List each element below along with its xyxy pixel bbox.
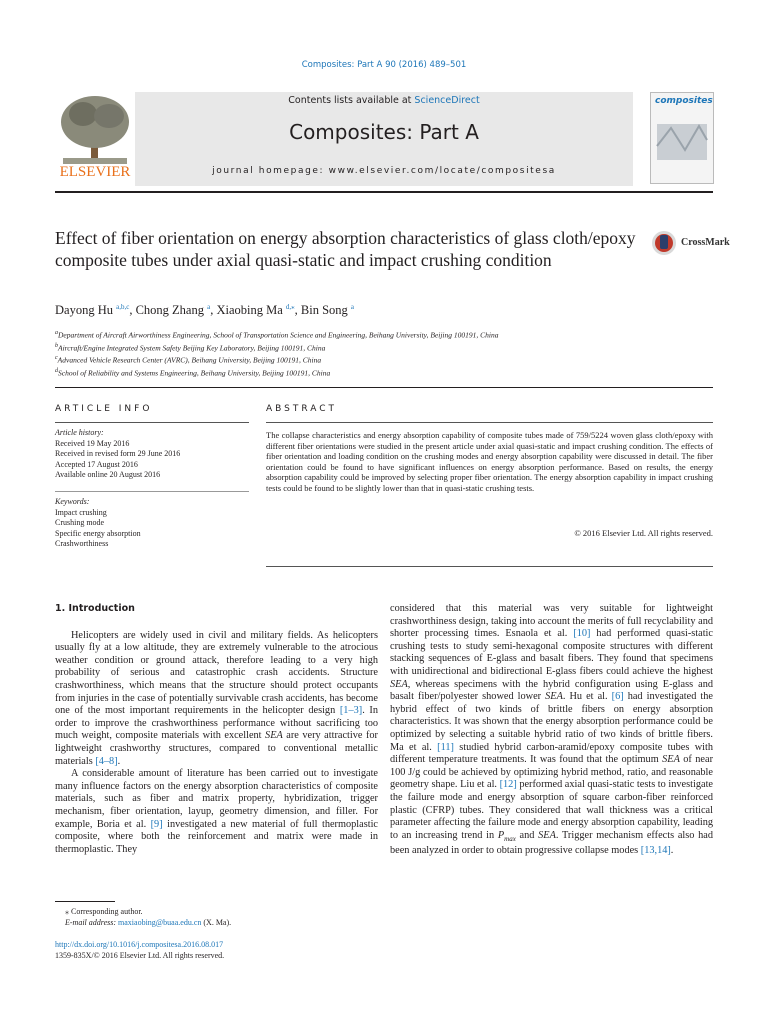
symbol-pmax: $P_{max}$: [497, 829, 516, 843]
journal-name: Composites: Part A: [289, 120, 479, 144]
author-name[interactable]: Xiaobing Ma: [216, 303, 283, 318]
keywords-rule: [55, 491, 249, 492]
history-label: Article history:: [55, 428, 104, 437]
abbr-sea: SEA: [662, 754, 680, 766]
footnote-rule: [55, 901, 115, 902]
keywords-block: [55, 497, 249, 550]
article-info-rule: [55, 422, 249, 423]
crossmark-badge[interactable]: [651, 229, 731, 259]
email-label: E-mail address:: [65, 918, 119, 927]
abbr-sea: SEA: [538, 829, 556, 841]
author-name[interactable]: Chong Zhang: [135, 303, 204, 318]
citation-link[interactable]: [6]: [611, 691, 624, 703]
affiliation: [55, 328, 498, 341]
keyword: Crashworthiness: [55, 539, 109, 548]
paragraph: considered that this material was very suitable for lightweight crashworthiness design, taking into account the merits of full recyclability and shorter processing times. Esnaola et al. [10] had performed quasi-static crushing tests to study semi-hexagonal composite structures with different stacking sequences of E-glass and basalt fibers. They found that specimens with unidirectional and bidirectional E-glass fibers could achieve the highest SEA, whereas specimens with the hybrid configuration using E-glass and basalt fiber/polyester showed lower SEA. Hu et al. [6] had investigated the hybrid effect of two kinds of brittle fibers on energy absorption characteristics. It was shown that the energy absorption performance could be optimized by selecting a suitable hybrid ratio of two kinds of brittle fibers. Ma et al. [11] studied hybrid carbon-aramid/epoxy composite tubes with different temperature treatments. It was found that the optimum SEA of near 100 J/g could be achieved by optimizing hybrid method, ratio, and reasonable geometry shape. Liu et al. [12] performed axial quasi-static tests to investigate the failure mode and energy absorption of square carbon-fiber reinforced plastic (CFRP) tubes. They considered that wall thickness was a critical parameter affecting the failure mode and energy absorption capability, leading to an increasing trend in $P_{max}$ and SEA. Trigger mechanism effects also had been analyzed in order to obtain progressive collapse modes [13,14].: [390, 603, 714, 857]
abstract-text: The collapse characteristics and energy absorption capability of composite tubes made of 759/5224 woven glass cloth/epoxy with different fiber orientations were studied in the present article under axial quasi-static and impact crushing condition. The effects of fiber orientation and loading condition on the crushing modes and energy absorption capability were discussed in detail. The fiber orientation could be found to have significant influences on energy absorption performance. Based on results, the energy absorption capability could be improved by selecting proper fiber orientation. The energy absorption capability in impact crushing tests could be found to be slightly lower than that in quasi-static crushing tests.: [266, 430, 713, 493]
body-column-right: [390, 603, 713, 858]
affiliation-text: Advanced Vehicle Research Center (AVRC), Beihang University, Beijing 100191, China: [57, 355, 322, 365]
article-info-heading: ARTICLE INFO: [55, 404, 153, 414]
affiliation-text: Department of Aircraft Airworthiness Engineering, School of Transportation Science and Engineering, Beihang University, Beijing 100191, China: [58, 330, 499, 340]
author-affiliation-marker[interactable]: a,b,c: [116, 303, 130, 311]
author-affiliation-marker[interactable]: a: [350, 303, 355, 311]
corresponding-author-note: ⁎ Corresponding author.: [65, 907, 143, 916]
affiliation-text: School of Reliability and Systems Engineering, Beihang University, Beijing 100191, China: [58, 368, 331, 377]
history-entry: Received 19 May 2016: [55, 438, 130, 448]
paragraph: Helicopters are widely used in civil and military fields. As helicopters usually fly at a low altitude, they are extremely vulnerable to the atrocious weather condition or ground attack, therefore leading to a very high probability of serious and catastrophic crash accidents. Structure crashworthiness, which means that the structure should protect occupants from injuries in the case of potentially survivable crash accidents, has become one of the most important requirements in the helicopter design [1–3]. In order to improve the crashworthiness performance without sacrificing too much weight, composite materials with excellent SEA are very attractive for lightweight crashworthy structures, compared to conventional metallic materials [4–8].: [55, 629, 378, 767]
body-column-left: [55, 603, 378, 856]
paragraph: A considerable amount of literature has been carried out to investigate many influence factors on the energy absorption characteristics of composite materials, such as fiber and matrix property, hybridization, trigger mechanism, fiber orientation, layup, geometry dimension, and filler. For example, Boria et al. [9] investigated a new material of full thermoplastic composite, where both the reinforcement and matrix were made in thermoplastic. They: [55, 768, 379, 855]
abstract-copyright: © 2016 Elsevier Ltd. All rights reserved.: [574, 528, 713, 538]
abbr-sea: SEA: [545, 691, 563, 703]
elsevier-wordmark: ELSEVIER: [59, 164, 131, 180]
contents-line: [135, 95, 633, 106]
citation-link[interactable]: [9]: [150, 818, 163, 830]
affiliation: [55, 353, 498, 366]
history-entry: Available online 20 August 2016: [55, 470, 161, 479]
section-heading-introduction: 1. Introduction: [55, 603, 135, 614]
keyword-list: [55, 508, 249, 550]
keyword: Specific energy absorption: [55, 528, 141, 538]
article-title: Effect of fiber orientation on energy absorption characteristics of glass cloth/epoxy composite tubes under axial quasi-static and impact crushing condition: [55, 228, 636, 270]
affiliation-key: d: [55, 367, 58, 374]
email-suffix: (X. Ma).: [201, 918, 232, 927]
affiliation-text: Aircraft/Engine Integrated System Safety Beijing Key Laboratory, Beijing 100191, China: [58, 343, 326, 352]
email-line: [55, 917, 231, 928]
author-name[interactable]: Dayong Hu: [55, 303, 113, 318]
affiliation: [55, 366, 498, 379]
article-history: [55, 428, 249, 481]
crossmark-label: CrossMark: [681, 237, 730, 248]
author-list: Dayong Hu $^{a,b,c}$, Chong Zhang $^a$, Xiaobing Ma $^{d,⁎}$, Bin Song $^a$: [55, 303, 355, 318]
author-name[interactable]: Bin Song: [300, 303, 348, 318]
doi-link[interactable]: http://dx.doi.org/10.1016/j.compositesa.2016.08.017: [55, 940, 224, 949]
affiliation-key: b: [55, 342, 58, 349]
abbr-sea: SEA: [390, 678, 408, 690]
issn-line: 1359-835X/© 2016 Elsevier Ltd. All rights reserved.: [55, 950, 225, 960]
abstract-heading: ABSTRACT: [266, 404, 338, 414]
citation-link[interactable]: [13,14]: [640, 845, 671, 857]
citation-link[interactable]: [4–8]: [95, 755, 118, 767]
journal-cover-thumbnail[interactable]: [650, 92, 714, 184]
affiliation: [55, 341, 498, 354]
left-paragraphs: [55, 630, 378, 857]
crossmark-icon: [651, 229, 677, 259]
citation-link[interactable]: [12]: [499, 779, 517, 791]
author-affiliation-marker[interactable]: a: [207, 303, 211, 311]
affiliation-rule: [55, 387, 713, 388]
keyword: Crushing mode: [55, 518, 105, 527]
citation-link[interactable]: [1–3]: [339, 705, 363, 717]
email-link[interactable]: maxiaobing@buaa.edu.cn: [118, 918, 202, 927]
author-affiliation-marker[interactable]: d,⁎: [285, 303, 295, 311]
history-entry: Received in revised form 29 June 2016: [55, 449, 181, 458]
header-rule: [55, 191, 713, 193]
doi-block: [55, 940, 224, 961]
contents-prefix: Contents lists available at: [288, 95, 415, 106]
cover-title: composites: [655, 96, 713, 106]
sciencedirect-link[interactable]: ScienceDirect: [414, 95, 480, 106]
history-entry: Accepted 17 August 2016: [55, 459, 138, 469]
abstract-rule: [266, 422, 713, 423]
elsevier-logo: [55, 92, 135, 184]
journal-homepage[interactable]: journal homepage: www.elsevier.com/locate/compositesa: [212, 166, 556, 176]
affiliation-key: c: [55, 355, 58, 361]
abbr-sea: SEA: [265, 730, 283, 742]
affiliation-list: [55, 328, 498, 378]
abstract-bottom-rule: [266, 566, 713, 567]
keyword: Impact crushing: [55, 507, 107, 517]
footnote: [55, 906, 231, 928]
affiliation-key: a: [55, 330, 58, 336]
keywords-label: Keywords:: [55, 497, 90, 506]
citation-link[interactable]: [10]: [573, 628, 591, 640]
history-list: [55, 439, 249, 481]
citation-link[interactable]: [11]: [437, 741, 454, 753]
journal-citation[interactable]: Composites: Part A 90 (2016) 489–501: [301, 60, 467, 70]
